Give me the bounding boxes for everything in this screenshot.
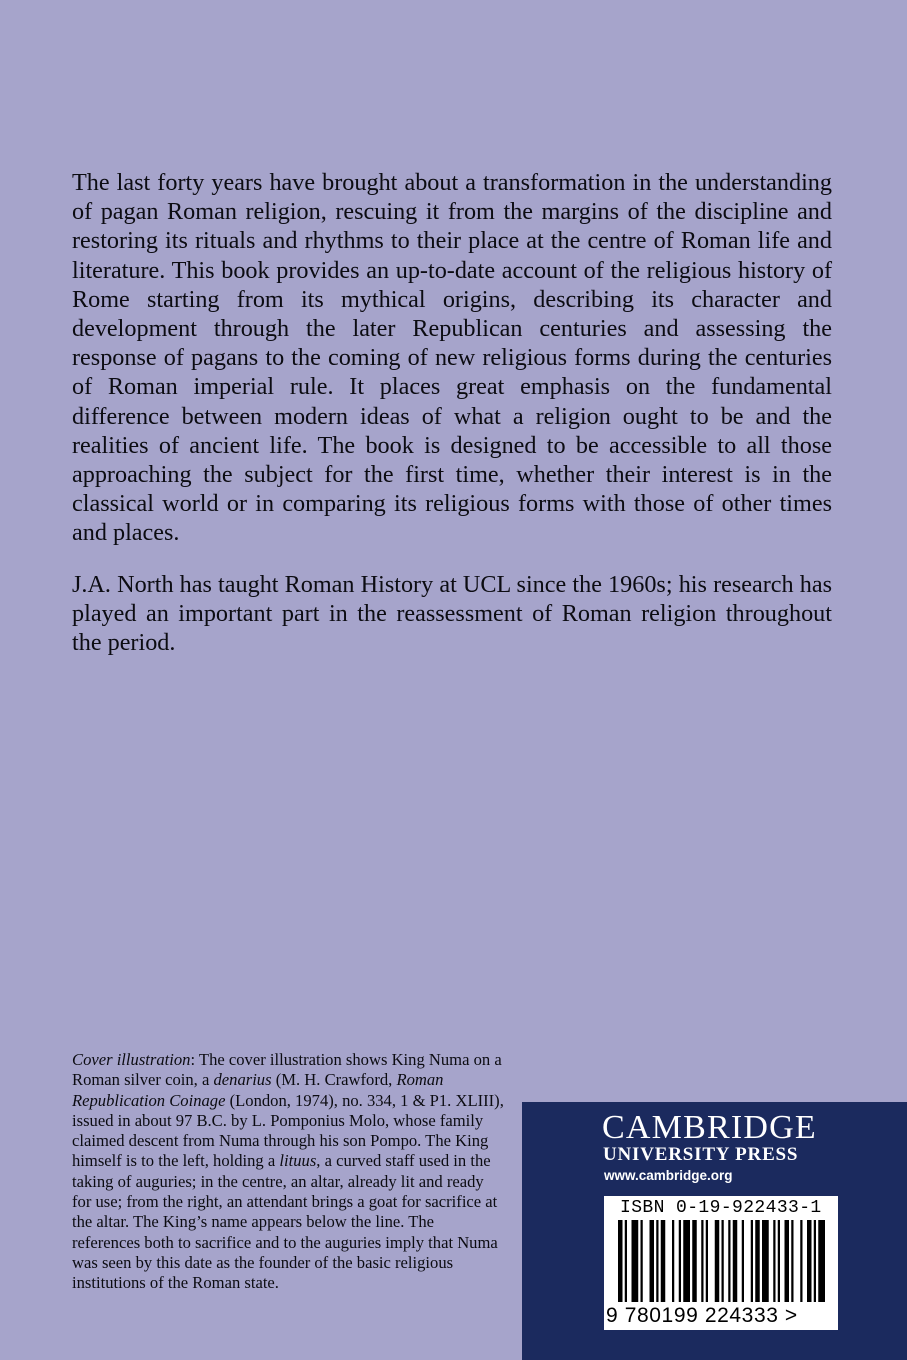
- barcode-stripe: [818, 1220, 825, 1302]
- barcode-stripe: [785, 1220, 790, 1302]
- cover-note-text-3: (London, 1974), no. 334, 1 & P1. XLIII), issued in about 97 B.C. by L. Pomponius Molo, whose family claimed descent from Numa through his son Pompo. The King himself is to the left, holding a: [72, 1090, 504, 1171]
- barcode-stripe: [618, 1220, 623, 1302]
- barcode-stripe: [706, 1220, 708, 1302]
- barcode-stripe: [722, 1220, 724, 1302]
- barcode-stripe: [778, 1220, 780, 1302]
- barcode-stripe: [728, 1220, 730, 1302]
- publisher-url: www.cambridge.org: [604, 1168, 733, 1183]
- publisher-name: CAMBRIDGE: [602, 1109, 817, 1146]
- barcode-stripe: [656, 1220, 658, 1302]
- barcode-stripe: [641, 1220, 643, 1302]
- coinage-title: Roman Republication Coinage: [72, 1070, 444, 1110]
- barcode-stripe: [692, 1220, 697, 1302]
- barcode-stripe: [755, 1220, 760, 1302]
- cover-illustration-note: [72, 1050, 504, 1294]
- barcode-stripe: [800, 1220, 802, 1302]
- barcode-stripe: [762, 1220, 769, 1302]
- description-paragraph: The last forty years have brought about a transformation in the understanding of pagan Roman religion, rescuing it from the margins of the discipline and restoring its rituals and rhythms to their place at the centre of Roman life and literature. This book provides an up-to-date account of the religious history of Rome starting from its mythical origins, describing its character and development through the later Republican centuries and assessing the response of pagans to the coming of new religious forms during the centuries of Roman imperial rule. It places great emphasis on the fundamental difference between modern ideas of what a religion ought to be and the realities of ancient life. The book is designed to be accessible to all those approaching the subject for the first time, whether their interest is in the classical world or in comparing its religious forms with those of other times and places.: [72, 169, 832, 547]
- publisher-press: UNIVERSITY PRESS: [603, 1144, 799, 1165]
- ean-number: 9 780199 224333 >: [606, 1304, 798, 1327]
- barcode-stripe: [773, 1220, 775, 1302]
- barcode-stripe: [814, 1220, 816, 1302]
- back-cover-blurb: [72, 168, 832, 657]
- barcode-stripe: [701, 1220, 703, 1302]
- barcode-stripe: [625, 1220, 627, 1302]
- barcode-stripe: [661, 1220, 666, 1302]
- barcode-stripe: [683, 1220, 690, 1302]
- barcode-stripe: [751, 1220, 753, 1302]
- barcode-image: [604, 1220, 838, 1310]
- cover-illustration-text: [72, 1050, 504, 1294]
- cover-note-text-1: : The cover illustration shows King Numa on a Roman silver coin, a: [72, 1050, 502, 1090]
- barcode-stripe: [791, 1220, 793, 1302]
- author-bio-paragraph: J.A. North has taught Roman History at UCL since the 1960s; his research has played an important part in the reassessment of Roman religion throughout the period.: [72, 570, 832, 657]
- cover-illustration-label: Cover illustration: [72, 1050, 191, 1069]
- term-lituus: lituus: [279, 1151, 317, 1171]
- barcode-stripe: [650, 1220, 655, 1302]
- barcode-stripe: [679, 1220, 681, 1302]
- isbn-label: ISBN 0-19-922433-1: [620, 1198, 822, 1218]
- barcode-stripe: [807, 1220, 812, 1302]
- barcode-stripe: [733, 1220, 738, 1302]
- barcode-stripe: [632, 1220, 639, 1302]
- cover-note-text-4: , a curved staff used in the taking of auguries; in the centre, an altar, already lit and ready for use; from the right, an attendant brings a goat for sacrifice at the altar. The King’s name appears below the line. The references both to sacrifice and to the auguries imply that Numa was seen by this date as the founder of the basic religious institutions of the Roman state.: [72, 1151, 498, 1293]
- barcode-stripe: [672, 1220, 674, 1302]
- term-denarius: denarius: [213, 1070, 272, 1090]
- cover-note-text-2: (M. H. Crawford,: [271, 1070, 397, 1090]
- barcode-stripe: [742, 1220, 744, 1302]
- barcode-stripe: [715, 1220, 720, 1302]
